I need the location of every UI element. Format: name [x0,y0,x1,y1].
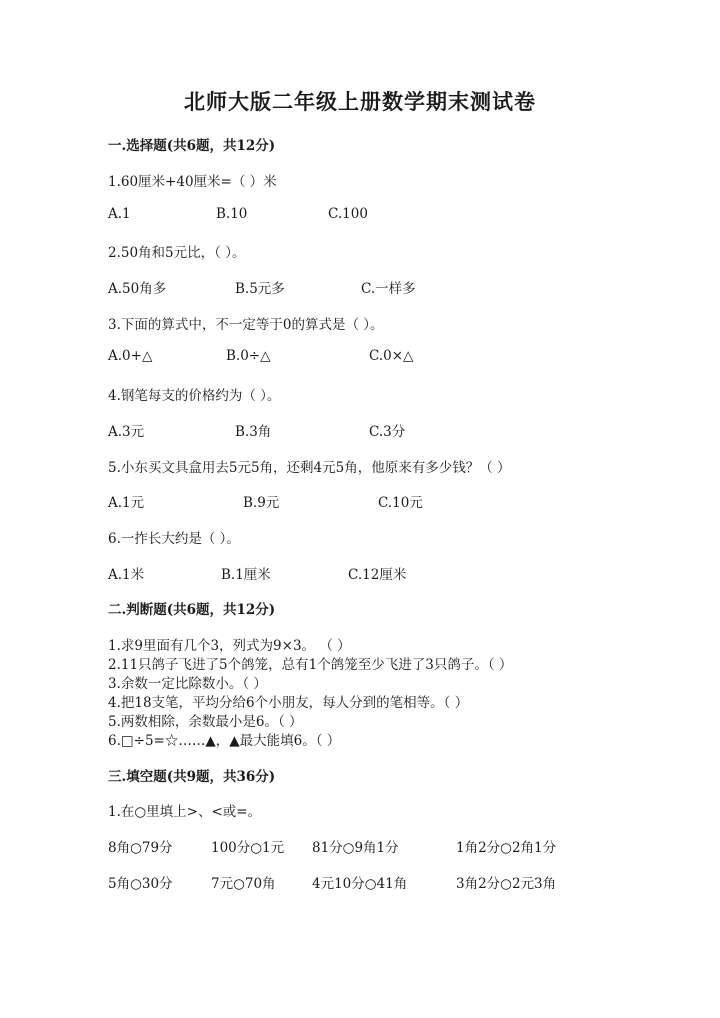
question-stem: 6.一拃长大约是（ ）。 [108,531,240,547]
option-c: C.3分 [369,424,406,440]
option-a: A.1 [108,206,131,222]
option-c: C.0×△ [369,348,414,364]
option-b: B.3角 [235,424,272,440]
comparison-item: 5角○30分 [108,876,173,892]
section-heading-fill-in: 三.填空题(共9题，共36分) [108,769,276,785]
question-stem: 3.下面的算式中，不一定等于0的算式是（ ）。 [108,317,384,333]
option-b: B.1厘米 [221,567,271,583]
option-b: B.0÷△ [226,348,271,364]
judgement-item: 4.把18支笔，平均分给6个小朋友，每人分到的笔相等。（ ） [108,695,469,711]
page-title: 北师大版二年级上册数学期末测试卷 [184,89,536,114]
judgement-item: 2.11只鸽子飞进了5个鸽笼，总有1个鸽笼至少飞进了3只鸽子。（ ） [108,657,513,673]
question-stem: 1.60厘米+40厘米=（ ）米 [108,174,277,190]
option-a: A.1米 [108,567,145,583]
judgement-item: 6.□÷5=☆……▲，▲最大能填6。（ ） [108,733,341,749]
comparison-item: 1角2分○2角1分 [456,840,557,856]
comparison-item: 4元10分○41角 [312,876,408,892]
option-b: B.9元 [243,495,280,511]
section-heading-judgement: 二.判断题(共6题，共12分) [108,602,276,618]
option-a: A.3元 [108,424,145,440]
judgement-item: 3.余数一定比除数小。（ ） [108,676,267,692]
comparison-item: 3角2分○2元3角 [456,876,557,892]
question-stem: 5.小东买文具盒用去5元5角，还剩4元5角，他原来有多少钱？（ ） [108,460,511,476]
question-stem: 2.50角和5元比，（ ）。 [108,245,246,261]
section-heading-choice: 一.选择题(共6题，共12分) [108,138,276,154]
question-stem: 1.在○里填上>、<或=。 [108,804,262,820]
option-b: B.5元多 [235,281,285,297]
option-a: A.50角多 [108,281,167,297]
option-a: A.0+△ [108,348,153,364]
question-stem: 4.钢笔每支的价格约为（ ）。 [108,388,281,404]
option-a: A.1元 [108,495,145,511]
comparison-item: 8角○79分 [108,840,173,856]
judgement-item: 5.两数相除，余数最小是6。（ ） [108,714,303,730]
option-c: C.12厘米 [348,567,407,583]
comparison-item: 100分○1元 [211,840,285,856]
judgement-item: 1.求9里面有几个3，列式为9×3。 （ ） [108,638,351,654]
comparison-item: 81分○9角1分 [312,840,399,856]
option-c: C.10元 [378,495,423,511]
option-b: B.10 [216,206,248,222]
comparison-item: 7元○70角 [211,876,276,892]
option-c: C.一样多 [361,281,416,297]
option-c: C.100 [328,206,368,222]
